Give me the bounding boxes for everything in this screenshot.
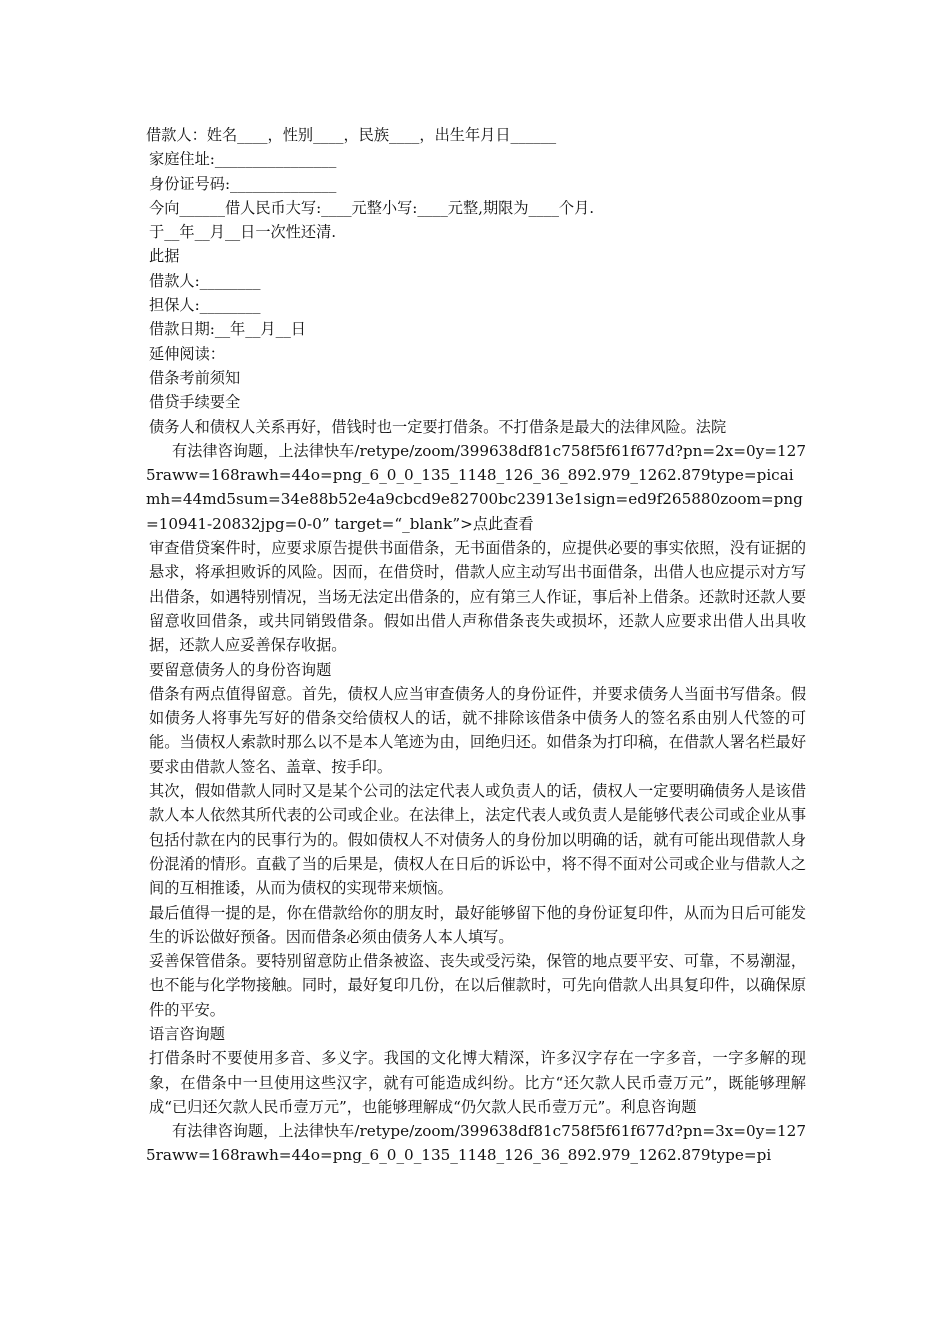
form-line-repay-date: 于__年__月__日一次性还清. — [149, 223, 337, 242]
extended-reading-item: 借贷手续要全 — [149, 393, 241, 412]
extended-reading-item: 借条考前须知 — [149, 368, 241, 387]
extended-reading-heading: 延伸阅读： — [149, 344, 225, 363]
form-line-address: 家庭住址:________________ — [149, 150, 337, 169]
embedded-link-text: 有法律咨询题，上法律快车/retype/zoom/399638df81c758f5f61f677d?pn=2x=0y=1275raww=168rawh=44o=png_6_0_0_135_1148_126_36_892.979_1262.879type=picaimh=44md5sum=34e88b52e4a9cbcd9e82700bc23913e1sign=ed9f265880zoom=png=10941-20832jpg=0-0” target=“_blank”>点此查看 — [146, 441, 806, 533]
document-body — [146, 123, 806, 1168]
body-paragraph: 债务人和债权人关系再好，借钱时也一定要打借条。不打借条是最大的法律风险。法院 — [149, 417, 727, 436]
form-line-hereby: 此据 — [149, 247, 180, 266]
body-paragraph: 借条有两点值得留意。首先，债权人应当审查债务人的身份证件，并要求债务人当面书写借条。假如债务人将事先写好的借条交给债权人的话，就不排除该借条中债务人的签名系由别人代签的可能。当债权人索款时那么以不是本人笔迹为由，回绝归还。如借条为打印稿，在借款人署名栏最好要求由借款人签名、盖章、按手印。 — [149, 684, 806, 776]
body-paragraph: 打借条时不要使用多音、多义字。我国的文化博大精深，许多汉字存在一字多音，一字多解的现象，在借条中一旦使用这些汉字，就有可能造成纠纷。比方“还欠款人民币壹万元”，既能够理解成“已归还欠款人民币壹万元”，也能够理解成“仍欠款人民币壹万元”。利息咨询题 — [149, 1049, 806, 1116]
form-line-id-number: 身份证号码:______________ — [149, 174, 337, 193]
section-heading: 要留意债务人的身份咨询题 — [149, 660, 332, 679]
form-line-loan-amount: 今向______借人民币大写:____元整小写:____元整,期限为____个月. — [149, 198, 595, 217]
form-line-borrower-sign: 借款人:________ — [149, 271, 261, 290]
body-paragraph: 最后值得一提的是，你在借款给你的朋友时，最好能够留下他的身份证复印件，从而为日后可能发生的诉讼做好预备。因而借条必须由债务人本人填写。 — [149, 903, 806, 946]
form-line-loan-date: 借款日期:__年__月__日 — [149, 320, 306, 339]
embedded-link-text: 有法律咨询题，上法律快车/retype/zoom/399638df81c758f5f61f677d?pn=3x=0y=1275raww=168rawh=44o=png_6_0_0_135_1148_126_36_892.979_1262.879type=pi — [146, 1122, 806, 1165]
section-heading: 语言咨询题 — [149, 1024, 225, 1043]
body-paragraph: 其次，假如借款人同时又是某个公司的法定代表人或负责人的话，债权人一定要明确债务人是该借款人本人依然其所代表的公司或企业。在法律上，法定代表人或负责人是能够代表公司或企业从事包括付款在内的民事行为的。假如债权人不对债务人的身份加以明确的话，就有可能出现借款人身份混淆的情形。直截了当的后果是，债权人在日后的诉讼中，将不得不面对公司或企业与借款人之间的互相推诿，从而为债权的实现带来烦恼。 — [149, 782, 806, 898]
form-line-borrower-info: 借款人：姓名____，性别____，民族____，出生年月日______ — [146, 126, 557, 144]
body-paragraph: 审查借贷案件时，应要求原告提供书面借条，无书面借条的，应提供必要的事实依照，没有证据的悬求，将承担败诉的风险。因而，在借贷时，借款人应主动写出书面借条，出借人也应提示对方写出借条，如遇特别情况，当场无法定出借条的，应有第三人作证，事后补上借条。还款时还款人要留意收回借条，或共同销毁借条。假如出借人声称借条丧失或损坏，还款人应要求出借人出具收据，还款人应妥善保存收据。 — [149, 539, 806, 655]
form-line-guarantor-sign: 担保人:________ — [149, 296, 261, 315]
body-paragraph: 妥善保管借条。要特别留意防止借条被盗、丧失或受污染，保管的地点要平安、可靠，不易潮湿，也不能与化学物接触。同时，最好复印几份，在以后催款时，可先向借款人出具复印件，以确保原件的平安。 — [149, 952, 806, 1019]
